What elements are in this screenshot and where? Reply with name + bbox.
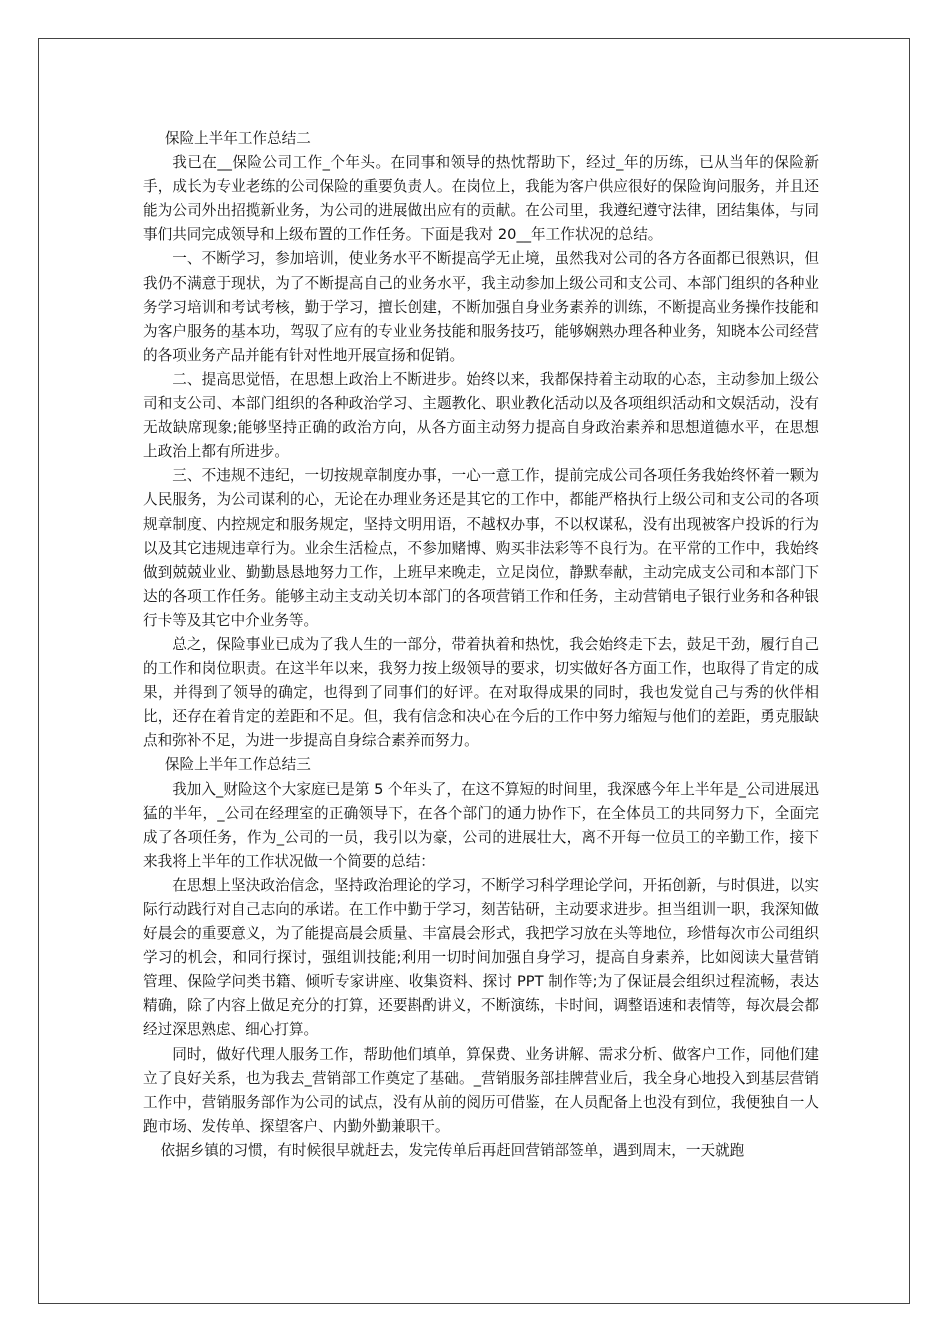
paragraph-learning: 一、不断学习，参加培训，使业务水平不断提高学无止境，虽然我对公司的各方各面都已很熟识，但我仍不满意于现状，为了不断提高自己的业务水平，我主动参加上级公司和支公司、本部门组织的各种业务学习培训和考试考核，勤于学习，擅长创建，不断加强自身业务素养的训练，不断提高业务操作技能和为客户服务的基本功，驾驭了应有的专业业务技能和服务技巧，能够娴熟办理各种业务，知晓本公司经营的各项业务产品并能有针对性地开展宣扬和促销。 — [143, 250, 819, 364]
paragraph-township: 依据乡镇的习惯，有时候很早就赶去，发完传单后再赶回营销部签单，遇到周末，一天就跑 — [160, 1141, 745, 1159]
document-body — [143, 127, 819, 1163]
paragraph-agent-service: 同时，做好代理人服务工作，帮助他们填单，算保费、业务讲解、需求分析、做客户工作，同他们建立了良好关系，也为我去_营销部工作奠定了基础。_营销服务部挂牌营业后，我全身心地投入到基层营销工作中，营销服务部作为公司的试点，没有从前的阅历可借鉴，在人员配备上也没有到位，我便独自一人跑市场、发传单、探望客户、内勤外勤兼职干。 — [143, 1045, 819, 1135]
section-heading-2: 保险上半年工作总结二 — [164, 130, 311, 147]
section-heading-3: 保险上半年工作总结三 — [164, 756, 311, 774]
paragraph-ideology: 在思想上坚決政治信念，坚持政治理论的学习，不断学习科学理论学问，开拓创新，与时俱进，以实际行动践行对自己志向的承诺。在工作中勤于学习，刻苦钻研，主动要求进步。担当组训一职，我深知做好晨会的重要意义，为了能提高晨会质量、丰富晨会形式，我把学习放在头等地位，珍惜每次市公司组织学习的机会，和同行探讨，强组训技能;利用一切时间加强自身学习，提高自身素养，比如阅读大量营销管理、保险学问类书籍、倾听专家讲座、收集资料、探讨 PPT 制作等;为了保证晨会组织过程流畅，表达精确，除了内容上做足充分的打算，还要斟酌讲义，不断演练，卡时间，调整语速和表情等，每次晨会都经过深思熟虑、细心打算。 — [143, 876, 819, 1039]
paragraph-joined: 我加入_财险这个大家庭已是第 5 个年头了，在这不算短的时间里，我深感今年上半年是_公司进展迅猛的半年，_公司在经理室的正确领导下，在各个部门的通力协作下，在全体员工的共同努力下，全面完成了各项任务，作为_公司的一员，我引以为豪，公司的进展壮大，离不开每一位员工的辛勤工作，接下来我将上半年的工作状况做一个简要的总结： — [143, 780, 819, 870]
paragraph-awareness: 二、提高思觉悟，在思想上政治上不断进步。始终以来，我都保持着主动取的心态，主动参加上级公司和支公司、本部门组织的各种政治学习、主题教化、职业教化活动以及各项组织活动和文娱活动，没有无故缺席现象;能够坚持正确的政治方向，从各方面主动努力提高自身政治素养和思想道德水平，在思想上政治上都有所进步。 — [143, 370, 819, 461]
paragraph-intro: 我已在__保险公司工作_个年头。在同事和领导的热忱帮助下，经过_年的历练，已从当年的保险新手，成长为专业老练的公司保险的重要负责人。在岗位上，我能为客户供应很好的保险询问服务，并且还能为公司外出招揽新业务，为公司的进展做出应有的贡献。在公司里，我遵纪遵守法律，团结集体，与同事们共同完成领导和上级布置的工作任务。下面是我对 20__年工作状况的总结。 — [143, 154, 819, 244]
paragraph-discipline: 三、不违规不违纪，一切按规章制度办事，一心一意工作，提前完成公司各项任务我始终怀着一颗为人民服务，为公司谋利的心，无论在办理业务还是其它的工作中，都能严格执行上级公司和支公司的各项规章制度、内控规定和服务规定，坚持文明用语，不越权办事，不以权谋私，没有出现被客户投诉的行为以及其它违规违章行为。业余生活检点，不参加赌博、购买非法彩等不良行为。在平常的工作中，我始终做到兢兢业业、勤勤恳恳地努力工作，上班早来晚走，立足岗位，静默奉献，主动完成支公司和本部门下达的各项工作任务。能够主动主支动关切本部门的各项营销工作和任务，主动营销电子银行业务和各种银行卡等及其它中介业务等。 — [143, 467, 819, 629]
paragraph-conclusion: 总之，保险事业已成为了我人生的一部分，带着执着和热忱，我会始终走下去，鼓足干劲，履行自己的工作和岗位职责。在这半年以来，我努力按上级领导的要求，切实做好各方面工作，也取得了肯定的成果，并得到了领导的确定，也得到了同事们的好评。在对取得成果的同时，我也发觉自己与秀的伙伴相比，还存在着肯定的差距和不足。但，我有信念和决心在今后的工作中努力缩短与他们的差距，勇克服缺点和弥补不足，为进一步提高自身综合素养而努力。 — [143, 635, 819, 750]
